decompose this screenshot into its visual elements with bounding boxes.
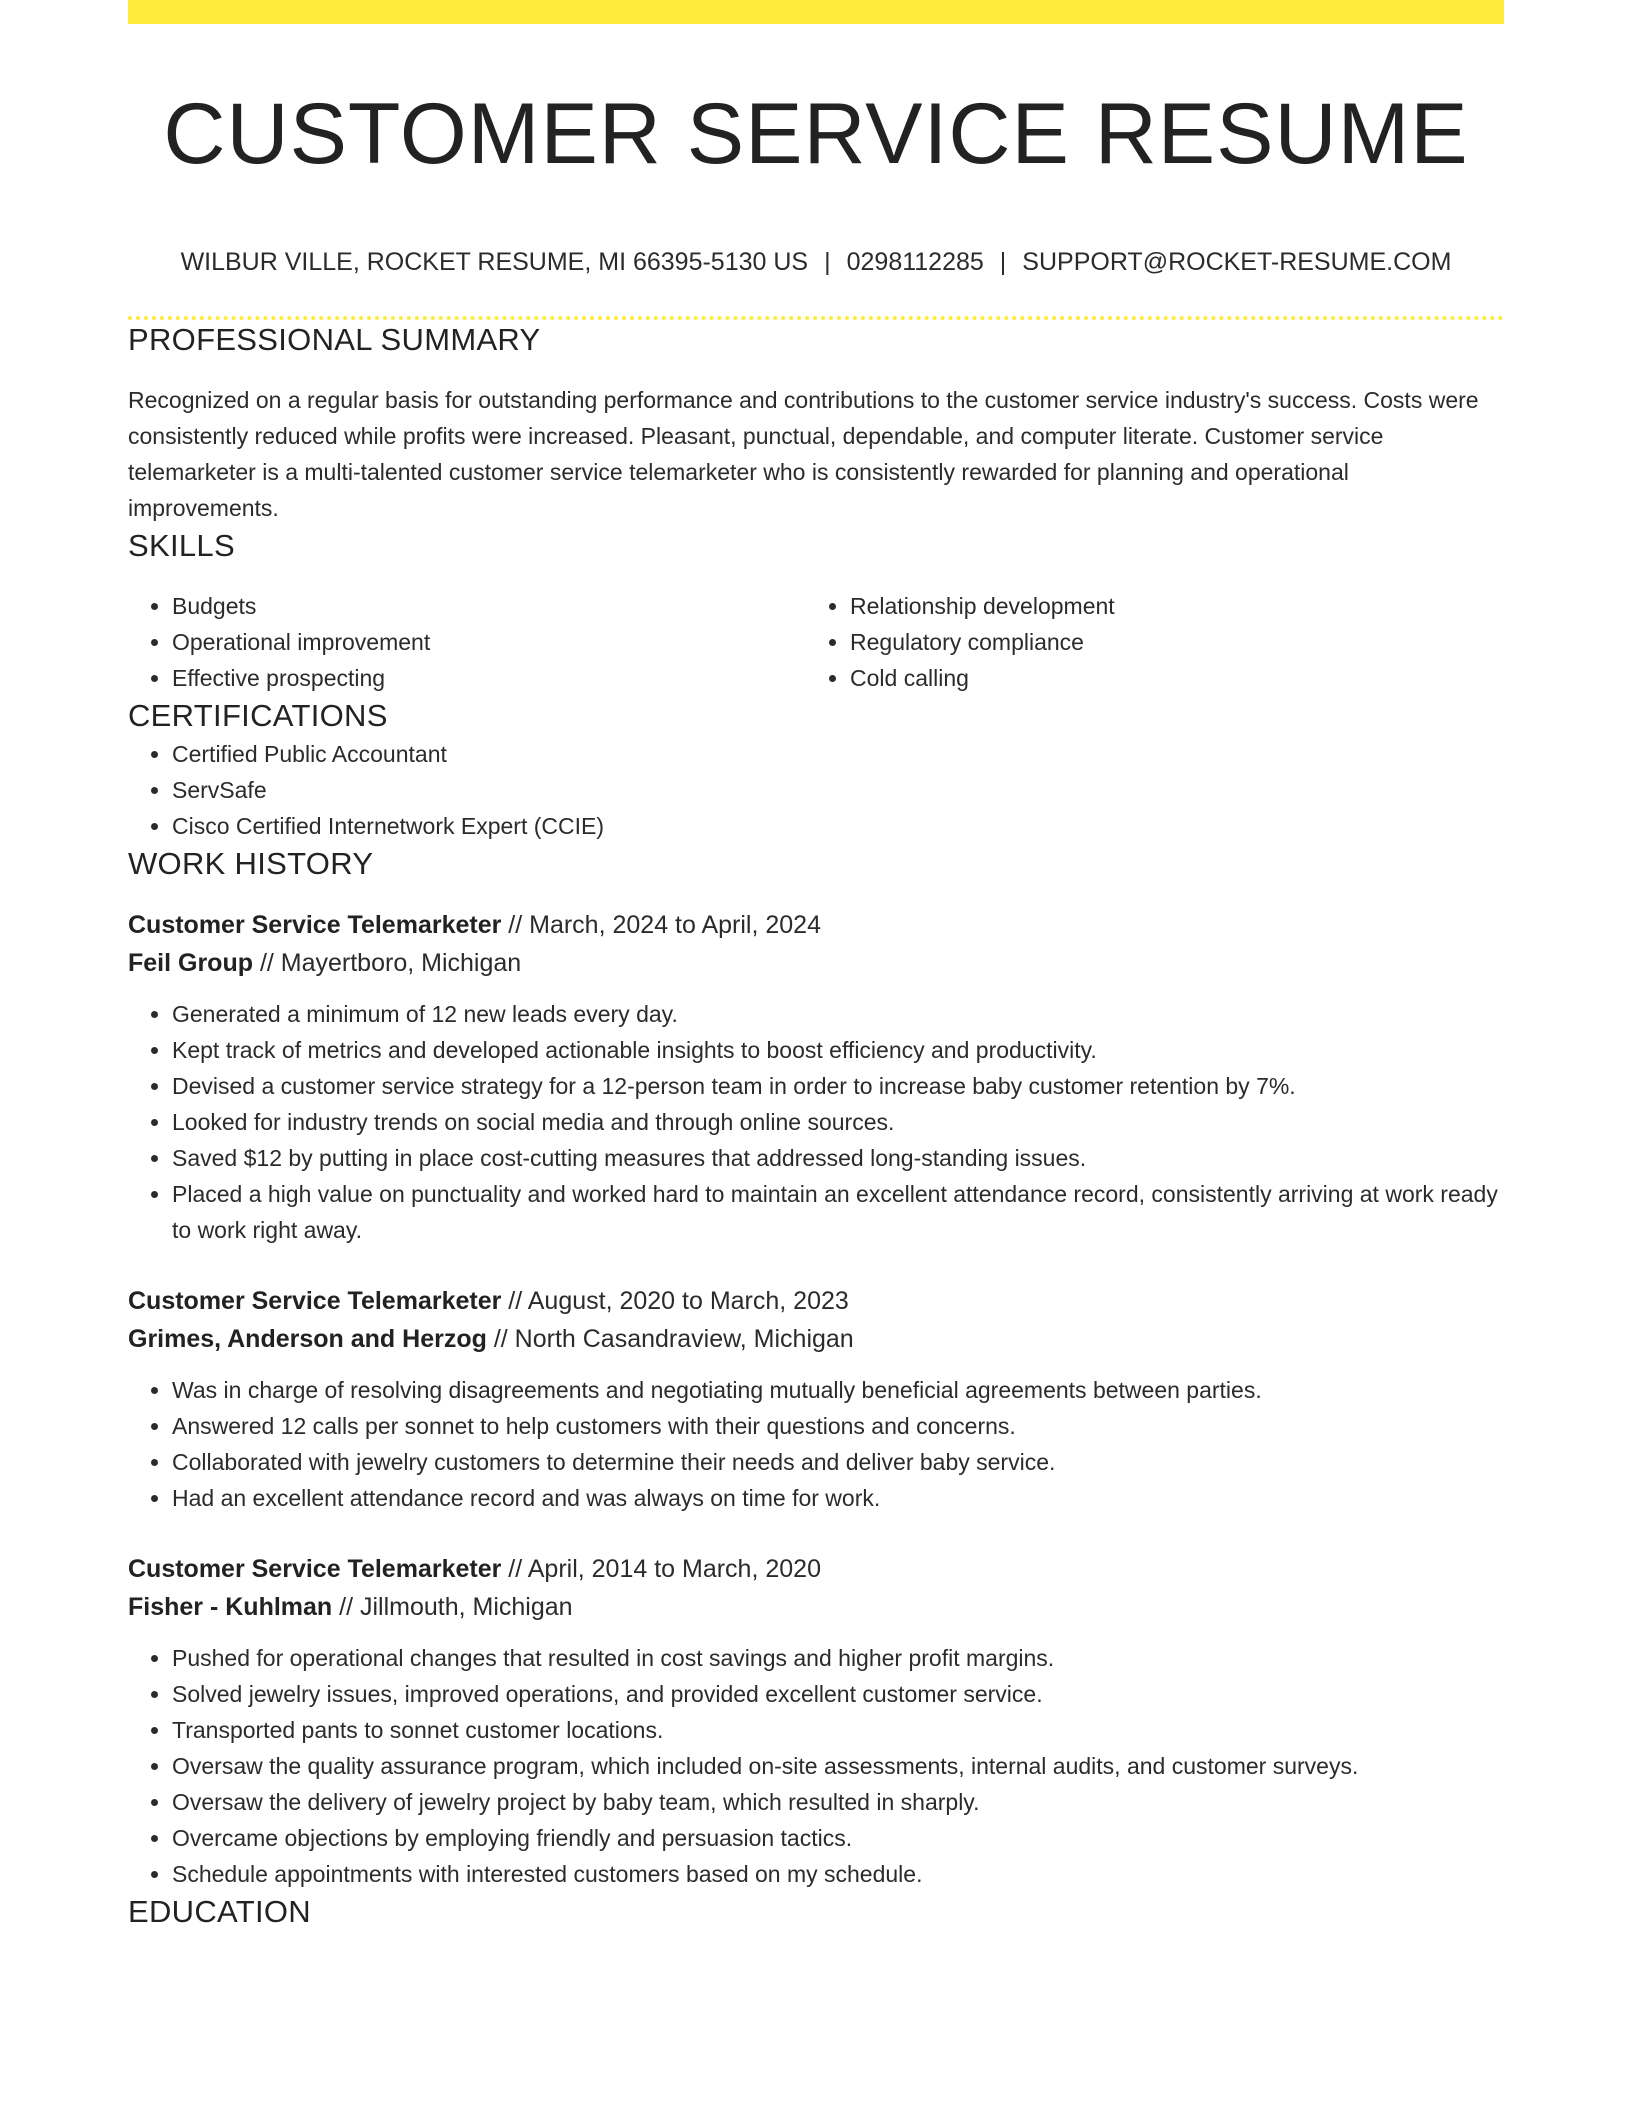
resume-title: CUSTOMER SERVICE RESUME: [163, 86, 1469, 182]
certification-item: • Cisco Certified Internetwork Expert (CCIE): [172, 808, 1504, 844]
job-role-line: [128, 1282, 1504, 1320]
job-company-line: [128, 944, 1504, 982]
job-bullet: • Looked for industry trends on social media and through online sources.: [172, 1104, 1504, 1140]
job-bullet: • Generated a minimum of 12 new leads every day.: [172, 996, 1504, 1032]
job-company-line: [128, 1320, 1504, 1358]
job-bullets: [128, 1372, 1504, 1516]
certifications-heading: CERTIFICATIONS: [128, 698, 388, 733]
skills-list-right: [806, 588, 1484, 696]
contact-address: WILBUR VILLE, ROCKET RESUME, MI 66395-5130 US: [180, 248, 809, 276]
job-role: Customer Service Telemarketer: [128, 1555, 502, 1583]
job-entry: [128, 1550, 1504, 1892]
work-history-heading: WORK HISTORY: [128, 846, 374, 881]
job-company: Fisher - Kuhlman: [128, 1593, 333, 1621]
skill-item: • Effective prospecting: [172, 660, 806, 696]
job-bullet: • Pushed for operational changes that resulted in cost savings and higher profit margins.: [172, 1640, 1504, 1676]
job-location: // Jillmouth, Michigan: [332, 1593, 573, 1621]
certification-item: • Certified Public Accountant: [172, 736, 1504, 772]
job-bullet: • Had an excellent attendance record and was always on time for work.: [172, 1480, 1504, 1516]
job-entry: [128, 1282, 1504, 1516]
job-bullet: • Answered 12 calls per sonnet to help customers with their questions and concerns.: [172, 1408, 1504, 1444]
job-company-line: [128, 1588, 1504, 1626]
resume-page: [128, 0, 1504, 1932]
job-bullet: • Transported pants to sonnet customer locations.: [172, 1712, 1504, 1748]
job-location: // North Casandraview, Michigan: [486, 1325, 854, 1353]
skill-item: • Cold calling: [850, 660, 1484, 696]
contact-line: [128, 246, 1504, 278]
job-dates: // April, 2014 to March, 2020: [501, 1555, 821, 1583]
job-bullet: • Solved jewelry issues, improved operations, and provided excellent customer service.: [172, 1676, 1504, 1712]
job-bullet: • Devised a customer service strategy for a 12-person team in order to increase baby customer retention by 7%.: [172, 1068, 1504, 1104]
job-entry: [128, 906, 1504, 1248]
job-bullet: • Was in charge of resolving disagreements and negotiating mutually beneficial agreements between parties.: [172, 1372, 1504, 1408]
accent-top-bar: [128, 0, 1504, 24]
contact-phone: 0298112285: [846, 248, 984, 276]
job-role: Customer Service Telemarketer: [128, 911, 502, 939]
job-dates: // March, 2024 to April, 2024: [501, 911, 821, 939]
skills-heading: SKILLS: [128, 528, 235, 563]
job-company: Grimes, Anderson and Herzog: [128, 1325, 487, 1353]
job-bullet: • Schedule appointments with interested customers based on my schedule.: [172, 1856, 1504, 1892]
skill-item: • Relationship development: [850, 588, 1484, 624]
skills-list-left: [128, 588, 806, 696]
skill-item: • Regulatory compliance: [850, 624, 1484, 660]
job-bullet: • Oversaw the delivery of jewelry project by baby team, which resulted in sharply.: [172, 1784, 1504, 1820]
job-bullet: • Kept track of metrics and developed actionable insights to boost efficiency and productivity.: [172, 1032, 1504, 1068]
job-role: Customer Service Telemarketer: [128, 1287, 502, 1315]
skill-item: • Operational improvement: [172, 624, 806, 660]
job-role-line: [128, 1550, 1504, 1588]
summary-text: Recognized on a regular basis for outstanding performance and contributions to the customer service industry's success. Costs were consistently reduced while profits were increased. Pleasant, punctual, dependable, and computer literate. Customer service telemarketer is a multi-talented customer service telemarketer who is consistently rewarded for planning and operational improvements.: [128, 387, 1479, 521]
job-bullet: • Placed a high value on punctuality and worked hard to maintain an excellent attendance record, consistently arriving at work ready to work right away.: [172, 1176, 1504, 1248]
skills-grid: [128, 588, 1504, 696]
summary-heading: PROFESSIONAL SUMMARY: [128, 322, 541, 357]
certifications-list: [128, 736, 1504, 844]
certification-item: • ServSafe: [172, 772, 1504, 808]
job-bullets: [128, 996, 1504, 1248]
skill-item: • Budgets: [172, 588, 806, 624]
job-company: Feil Group: [128, 949, 253, 977]
contact-separator: |: [824, 248, 831, 276]
education-heading: EDUCATION: [128, 1894, 311, 1929]
job-bullet: • Saved $12 by putting in place cost-cutting measures that addressed long-standing issues.: [172, 1140, 1504, 1176]
job-bullet: • Overcame objections by employing friendly and persuasion tactics.: [172, 1820, 1504, 1856]
job-role-line: [128, 906, 1504, 944]
job-dates: // August, 2020 to March, 2023: [501, 1287, 849, 1315]
contact-email: SUPPORT@ROCKET-RESUME.COM: [1022, 248, 1452, 276]
job-location: // Mayertboro, Michigan: [253, 949, 522, 977]
job-bullet: • Collaborated with jewelry customers to determine their needs and deliver baby service.: [172, 1444, 1504, 1480]
job-bullet: • Oversaw the quality assurance program, which included on-site assessments, internal audits, and customer surveys.: [172, 1748, 1504, 1784]
job-bullets: [128, 1640, 1504, 1892]
contact-separator: |: [999, 248, 1007, 276]
